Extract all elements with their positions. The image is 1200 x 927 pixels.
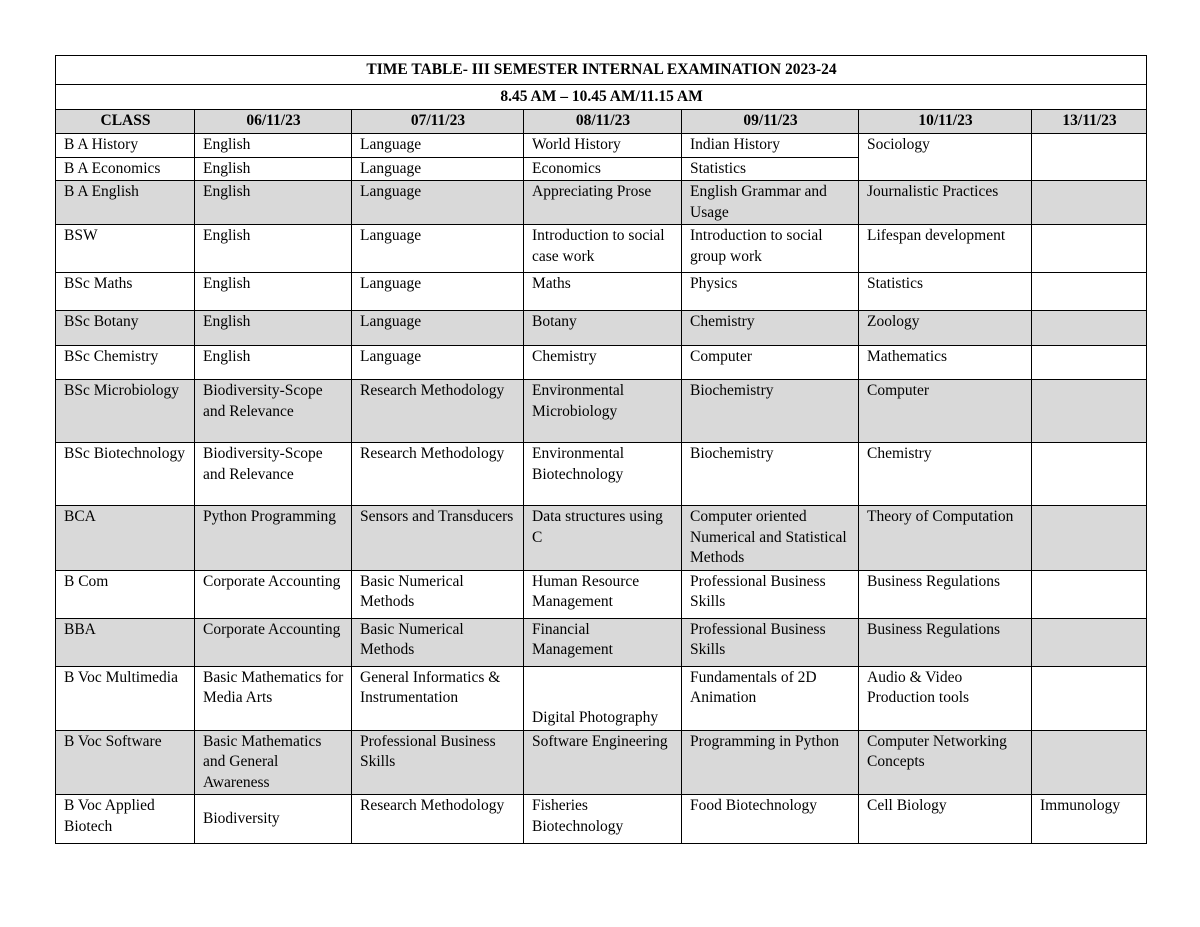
- column-header-date: 10/11/23: [859, 110, 1032, 134]
- class-cell: B Voc Applied Biotech: [56, 795, 195, 844]
- subject-cell: Chemistry: [682, 311, 859, 346]
- subject-cell: English Grammar and Usage: [682, 181, 859, 225]
- subject-cell: Language: [352, 133, 524, 157]
- subject-cell: Data structures using C: [524, 506, 682, 571]
- subject-cell: Physics: [682, 273, 859, 311]
- subject-cell: Botany: [524, 311, 682, 346]
- class-cell: BSc Microbiology: [56, 380, 195, 443]
- subject-cell: Professional Business Skills: [352, 730, 524, 795]
- subject-cell: Human Resource Management: [524, 570, 682, 618]
- table-row: [56, 346, 1147, 380]
- subject-cell: English: [195, 225, 352, 273]
- subject-cell: English: [195, 346, 352, 380]
- column-header-date: 06/11/23: [195, 110, 352, 134]
- subject-cell: Language: [352, 311, 524, 346]
- class-cell: B Voc Software: [56, 730, 195, 795]
- subject-cell: [1032, 666, 1147, 730]
- column-header-date: 07/11/23: [352, 110, 524, 134]
- subject-cell: Research Methodology: [352, 380, 524, 443]
- subject-cell: Chemistry: [859, 443, 1032, 506]
- subject-cell: Computer: [682, 346, 859, 380]
- subject-cell: Maths: [524, 273, 682, 311]
- subject-cell: English: [195, 157, 352, 181]
- subject-cell: Economics: [524, 157, 682, 181]
- subject-cell: [1032, 570, 1147, 618]
- table-row: [56, 380, 1147, 443]
- subject-cell: Language: [352, 346, 524, 380]
- subject-cell: Basic Numerical Methods: [352, 618, 524, 666]
- subject-cell: [1032, 225, 1147, 273]
- subject-cell: [1032, 443, 1147, 506]
- subject-cell: Language: [352, 181, 524, 225]
- subject-cell: Introduction to social case work: [524, 225, 682, 273]
- class-cell: B A History: [56, 133, 195, 157]
- subject-cell: Biodiversity: [195, 795, 352, 844]
- subject-cell: World History: [524, 133, 682, 157]
- table-row: [56, 666, 1147, 730]
- class-cell: B Voc Multimedia: [56, 666, 195, 730]
- class-cell: BCA: [56, 506, 195, 571]
- subject-cell: Biochemistry: [682, 443, 859, 506]
- subject-cell: [1032, 311, 1147, 346]
- table-row: [56, 181, 1147, 225]
- subject-cell: Chemistry: [524, 346, 682, 380]
- table-row: [56, 730, 1147, 795]
- subject-cell: Introduction to social group work: [682, 225, 859, 273]
- subject-cell: Statistics: [682, 157, 859, 181]
- subject-cell: Biodiversity-Scope and Relevance: [195, 380, 352, 443]
- subject-cell: Mathematics: [859, 346, 1032, 380]
- column-header-date: 13/11/23: [1032, 110, 1147, 134]
- subject-cell: Basic Mathematics for Media Arts: [195, 666, 352, 730]
- subject-cell: Basic Mathematics and General Awareness: [195, 730, 352, 795]
- subject-cell: Biodiversity-Scope and Relevance: [195, 443, 352, 506]
- subject-cell: [1032, 380, 1147, 443]
- subject-cell: Computer Networking Concepts: [859, 730, 1032, 795]
- class-cell: B A Economics: [56, 157, 195, 181]
- subject-cell: Language: [352, 225, 524, 273]
- subject-cell: [1032, 618, 1147, 666]
- subject-cell: Basic Numerical Methods: [352, 570, 524, 618]
- class-cell: B Com: [56, 570, 195, 618]
- subject-cell: Financial Management: [524, 618, 682, 666]
- subject-cell: General Informatics & Instrumentation: [352, 666, 524, 730]
- subject-cell: English: [195, 311, 352, 346]
- subject-cell: Digital Photography: [524, 666, 682, 730]
- subject-cell: Python Programming: [195, 506, 352, 571]
- column-header-date: 08/11/23: [524, 110, 682, 134]
- subject-cell: Fisheries Biotechnology: [524, 795, 682, 844]
- table-row: [56, 133, 1147, 157]
- class-cell: BSc Biotechnology: [56, 443, 195, 506]
- subject-cell: Software Engineering: [524, 730, 682, 795]
- subject-cell: [1032, 346, 1147, 380]
- subject-cell: Computer oriented Numerical and Statistical Methods: [682, 506, 859, 571]
- subject-cell: Biochemistry: [682, 380, 859, 443]
- table-row: [56, 570, 1147, 618]
- subject-cell: Research Methodology: [352, 443, 524, 506]
- timetable: [55, 55, 1147, 844]
- subject-cell: Business Regulations: [859, 618, 1032, 666]
- exam-time-slot: 8.45 AM – 10.45 AM/11.15 AM: [56, 85, 1147, 110]
- subject-cell: [1032, 506, 1147, 571]
- subject-cell: Fundamentals of 2D Animation: [682, 666, 859, 730]
- table-row: [56, 311, 1147, 346]
- timetable-document: [55, 55, 1146, 844]
- subject-cell: Computer: [859, 380, 1032, 443]
- subject-cell: Cell Biology: [859, 795, 1032, 844]
- subject-cell: Sociology: [859, 133, 1032, 181]
- class-cell: B A English: [56, 181, 195, 225]
- class-cell: BBA: [56, 618, 195, 666]
- subject-cell: Language: [352, 157, 524, 181]
- class-cell: BSW: [56, 225, 195, 273]
- subject-cell: Immunology: [1032, 795, 1147, 844]
- subject-cell: Environmental Microbiology: [524, 380, 682, 443]
- subject-cell: Professional Business Skills: [682, 618, 859, 666]
- subject-cell: [1032, 730, 1147, 795]
- subject-cell: Lifespan development: [859, 225, 1032, 273]
- table-row: [56, 443, 1147, 506]
- table-row: [56, 795, 1147, 844]
- subject-cell: Food Biotechnology: [682, 795, 859, 844]
- column-header-date: 09/11/23: [682, 110, 859, 134]
- subject-cell: Corporate Accounting: [195, 570, 352, 618]
- table-row: [56, 618, 1147, 666]
- subject-cell: Appreciating Prose: [524, 181, 682, 225]
- subject-cell: Sensors and Transducers: [352, 506, 524, 571]
- table-row: [56, 225, 1147, 273]
- subject-cell: Research Methodology: [352, 795, 524, 844]
- subject-cell: Audio & Video Production tools: [859, 666, 1032, 730]
- subject-cell: English: [195, 181, 352, 225]
- subject-cell: Theory of Computation: [859, 506, 1032, 571]
- subject-cell: Professional Business Skills: [682, 570, 859, 618]
- column-header-class: CLASS: [56, 110, 195, 134]
- class-cell: BSc Chemistry: [56, 346, 195, 380]
- class-cell: BSc Maths: [56, 273, 195, 311]
- table-row: [56, 506, 1147, 571]
- subject-cell: English: [195, 273, 352, 311]
- timetable-title: TIME TABLE- III SEMESTER INTERNAL EXAMINATION 2023-24: [56, 56, 1147, 85]
- subject-cell: Statistics: [859, 273, 1032, 311]
- subject-cell: [1032, 181, 1147, 225]
- subject-cell: Programming in Python: [682, 730, 859, 795]
- class-cell: BSc Botany: [56, 311, 195, 346]
- subject-cell: Zoology: [859, 311, 1032, 346]
- subject-cell: Language: [352, 273, 524, 311]
- subject-cell: Environmental Biotechnology: [524, 443, 682, 506]
- subject-cell: Journalistic Practices: [859, 181, 1032, 225]
- table-row: [56, 273, 1147, 311]
- subject-cell: [1032, 273, 1147, 311]
- subject-cell: Business Regulations: [859, 570, 1032, 618]
- subject-cell: English: [195, 133, 352, 157]
- subject-cell: Corporate Accounting: [195, 618, 352, 666]
- subject-cell: [1032, 133, 1147, 181]
- subject-cell: Indian History: [682, 133, 859, 157]
